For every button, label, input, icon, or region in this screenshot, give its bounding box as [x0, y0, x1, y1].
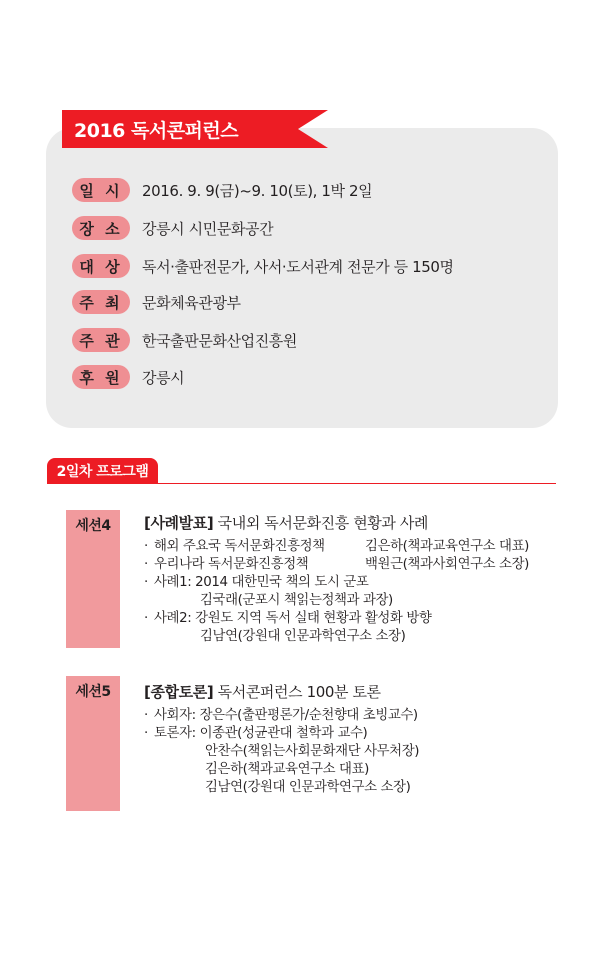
session4-line — [144, 610, 431, 628]
session4-line — [144, 538, 529, 556]
info-label-sponsor: 후 원 — [72, 365, 130, 389]
info-row-venue — [72, 216, 273, 240]
session4-heading-title: 국내외 독서문화진흥 현황과 사례 — [217, 514, 429, 532]
bullet-dot: · — [144, 557, 148, 572]
info-label-audience: 대 상 — [72, 254, 130, 278]
conference-title: 2016 독서콘퍼런스 — [74, 120, 239, 142]
bullet-dot: · — [144, 539, 148, 554]
session4-speaker: 백원근(책과사회연구소 소장) — [365, 557, 529, 572]
session4-speaker-line: 김국래(군포시 책읽는정책과 과장) — [200, 593, 393, 608]
session5-panelist-line: 김남연(강원대 인문과학연구소 소장) — [205, 780, 411, 795]
session5-heading-title: 독서콘퍼런스 100분 토론 — [217, 683, 381, 701]
info-value-host: 문화체육관광부 — [142, 293, 241, 312]
session5-panelist-line: 안찬수(책읽는사회문화재단 사무처장) — [205, 744, 420, 759]
session4-speaker: 김은하(책과교육연구소 대표) — [365, 539, 529, 554]
info-value-audience: 독서·출판전문가, 사서·도서관계 전문가 등 150명 — [142, 257, 454, 276]
session5-heading — [144, 681, 419, 702]
session5-body — [144, 681, 419, 797]
bullet-dot: · — [144, 726, 148, 741]
info-label-organizer: 주 관 — [72, 328, 130, 352]
info-value-sponsor: 강릉시 — [142, 368, 185, 387]
session5-heading-category: [종합토론] — [144, 683, 214, 701]
session5-line — [144, 725, 419, 743]
info-label-date: 일 시 — [72, 178, 130, 202]
session4-speaker-line: 김남연(강원대 인문과학연구소 소장) — [200, 629, 406, 644]
session4-topic: 해외 주요국 독서문화진흥정책 — [154, 539, 325, 554]
info-value-date: 2016. 9. 9(금)~9. 10(토), 1박 2일 — [142, 181, 373, 200]
session5-tag: 세션5 — [66, 676, 120, 811]
session4-heading-category: [사례발표] — [144, 514, 214, 532]
info-row-audience — [72, 254, 454, 278]
info-row-host — [72, 290, 241, 314]
session4-topic: 사례2: 강원도 지역 독서 실태 현황과 활성화 방향 — [154, 611, 432, 626]
session4-line — [144, 556, 529, 574]
info-value-venue: 강릉시 시민문화공간 — [142, 219, 274, 238]
bullet-dot: · — [144, 611, 148, 626]
session4-topic: 사례1: 2014 대한민국 책의 도시 군포 — [154, 575, 369, 590]
info-label-venue: 장 소 — [72, 216, 130, 240]
session4-topic: 우리나라 독서문화진흥정책 — [154, 557, 309, 572]
info-row-date — [72, 178, 372, 202]
session5-panelist-line: 김은하(책과교육연구소 대표) — [205, 762, 369, 777]
session4-body — [144, 512, 529, 646]
day2-program-tab: 2일차 프로그램 — [47, 458, 158, 484]
bullet-dot: · — [144, 708, 148, 723]
session5-panelist: 토론자: 이종관(성균관대 철학과 교수) — [154, 726, 368, 741]
session4-heading — [144, 512, 431, 533]
session4-tag: 세션4 — [66, 510, 120, 648]
conference-title-banner — [62, 110, 328, 148]
session5-line — [144, 707, 419, 725]
info-row-organizer — [72, 328, 297, 352]
session4-line — [144, 574, 431, 592]
session5-moderator: 사회자: 장은수(출판평론가/순천향대 초빙교수) — [154, 708, 418, 723]
info-label-host: 주 최 — [72, 290, 130, 314]
info-row-sponsor — [72, 365, 184, 389]
bullet-dot: · — [144, 575, 148, 590]
day2-divider — [47, 483, 556, 484]
info-value-organizer: 한국출판문화산업진흥원 — [142, 331, 297, 350]
